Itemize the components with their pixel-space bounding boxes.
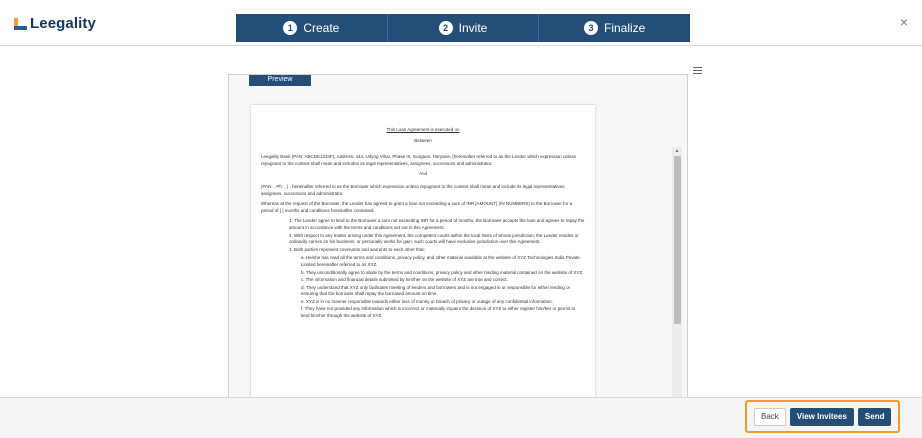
close-icon[interactable]: × — [899, 14, 908, 30]
step-number-2: 2 — [439, 21, 453, 35]
doc-between: Between — [414, 137, 432, 143]
doc-paragraph-lender: Leegality Bank (PAN: ABCDE1234F), Address: 444, Udyog Vihar, Phase III, Gurgaon, Haryana, (hereinafter referred to as the Lender which expression unless repugnant to the context shall mean and includes its legal representatives, assignees, successors and administrator. — [261, 154, 577, 166]
scroll-up-icon[interactable]: ▲ — [674, 148, 680, 154]
doc-paragraph-whereas: Whereas at the request of the Borrower, the Lender has agreed to grant a loan not exceeding a sum of INR [AMOUNT] (IN NUMBERS) to the Borrower for a period of [ ] months and conditions hereinafter contained. — [261, 201, 573, 213]
step-create[interactable] — [236, 14, 388, 42]
document-page — [251, 105, 595, 397]
logo-icon — [14, 16, 27, 30]
logo-text: Leegality — [30, 14, 96, 32]
doc-title: This Loan Agreement is executed on — [386, 127, 460, 132]
doc-subclause: f. They have not provided any information which is incorrect or materially impairs the decision of XYZ to either register him/her or permit to lend him/her through the website of XYZ. — [301, 306, 576, 319]
top-bar — [0, 0, 922, 46]
doc-clause: 3. Both parties represent covenants and warrants to each other that: — [289, 246, 425, 252]
step-label-create: Create — [303, 21, 340, 35]
doc-subclause: e. XYZ is in no manner responsible towards either loss of money or breach of privacy or outage of any confidential information. — [301, 298, 553, 304]
step-number-1: 1 — [283, 21, 297, 35]
hamburger-menu-icon[interactable] — [693, 67, 702, 76]
step-number-3: 3 — [584, 21, 598, 35]
doc-clauses — [261, 218, 585, 253]
step-finalize[interactable] — [539, 14, 690, 42]
doc-subclause: a. He/she has read all the terms and conditions, privacy policy, and other material available at the website of XYZ Technologies India Private Limited hereinafter referred to as XYZ. — [301, 255, 580, 267]
document-preview-panel — [228, 74, 688, 397]
send-button[interactable]: Send — [858, 408, 892, 426]
step-label-invite: Invite — [458, 21, 488, 35]
view-invitees-button[interactable]: View Invitees — [790, 408, 854, 426]
back-button[interactable]: Back — [754, 408, 786, 426]
workspace — [0, 47, 922, 397]
workflow-stepper — [236, 14, 690, 42]
scrollbar-thumb[interactable] — [674, 156, 681, 324]
preview-scrollbar[interactable] — [672, 147, 682, 397]
doc-paragraph-borrower: (PAN: , Ph: , ) , hereinafter referred to as the Borrower which expression unless repugnant to the context shall mean and include its legal representatives, assignees, successors and administrator. — [261, 183, 566, 196]
doc-subclause: c. The information and financial details submitted by him/her on the website of XYZ are true and correct. — [301, 277, 508, 283]
step-invite[interactable] — [388, 14, 540, 42]
step-label-finalize: Finalize — [604, 21, 646, 35]
doc-clause: 1. The Lender agree to lend to the Borrower a sum not exceeding INR for a period of months, the Borrower accepts the loan and agrees to repay the amount in accordance with the terms and conditions set out in this Agreement. — [289, 218, 585, 230]
doc-and: And — [418, 171, 427, 177]
leegality-logo[interactable] — [14, 13, 96, 33]
footer-bar — [0, 397, 922, 438]
doc-subclause: b. They unconditionally agree to abide by the terms and conditions, privacy policy and other binding material contained on the website of XYZ. — [301, 269, 584, 275]
doc-clause: 2. With respect to any matter arising under this Agreement, the competent courts within the local limits of whose jurisdiction, the Lender resides or ordinarily carries on his business, or personally works for gain, such courts will have exclusive jurisdiction over this Agreement. — [289, 232, 579, 245]
doc-subclauses — [261, 255, 585, 319]
preview-tab[interactable]: Preview — [249, 74, 311, 86]
action-buttons-group — [745, 400, 900, 433]
doc-subclause: d. They understand that XYZ only facilitates meeting of lenders and borrowers and is not engaged in or responsible for either lending or ensuring that the borrower shall repay the borrowed amount on time. — [301, 284, 571, 297]
